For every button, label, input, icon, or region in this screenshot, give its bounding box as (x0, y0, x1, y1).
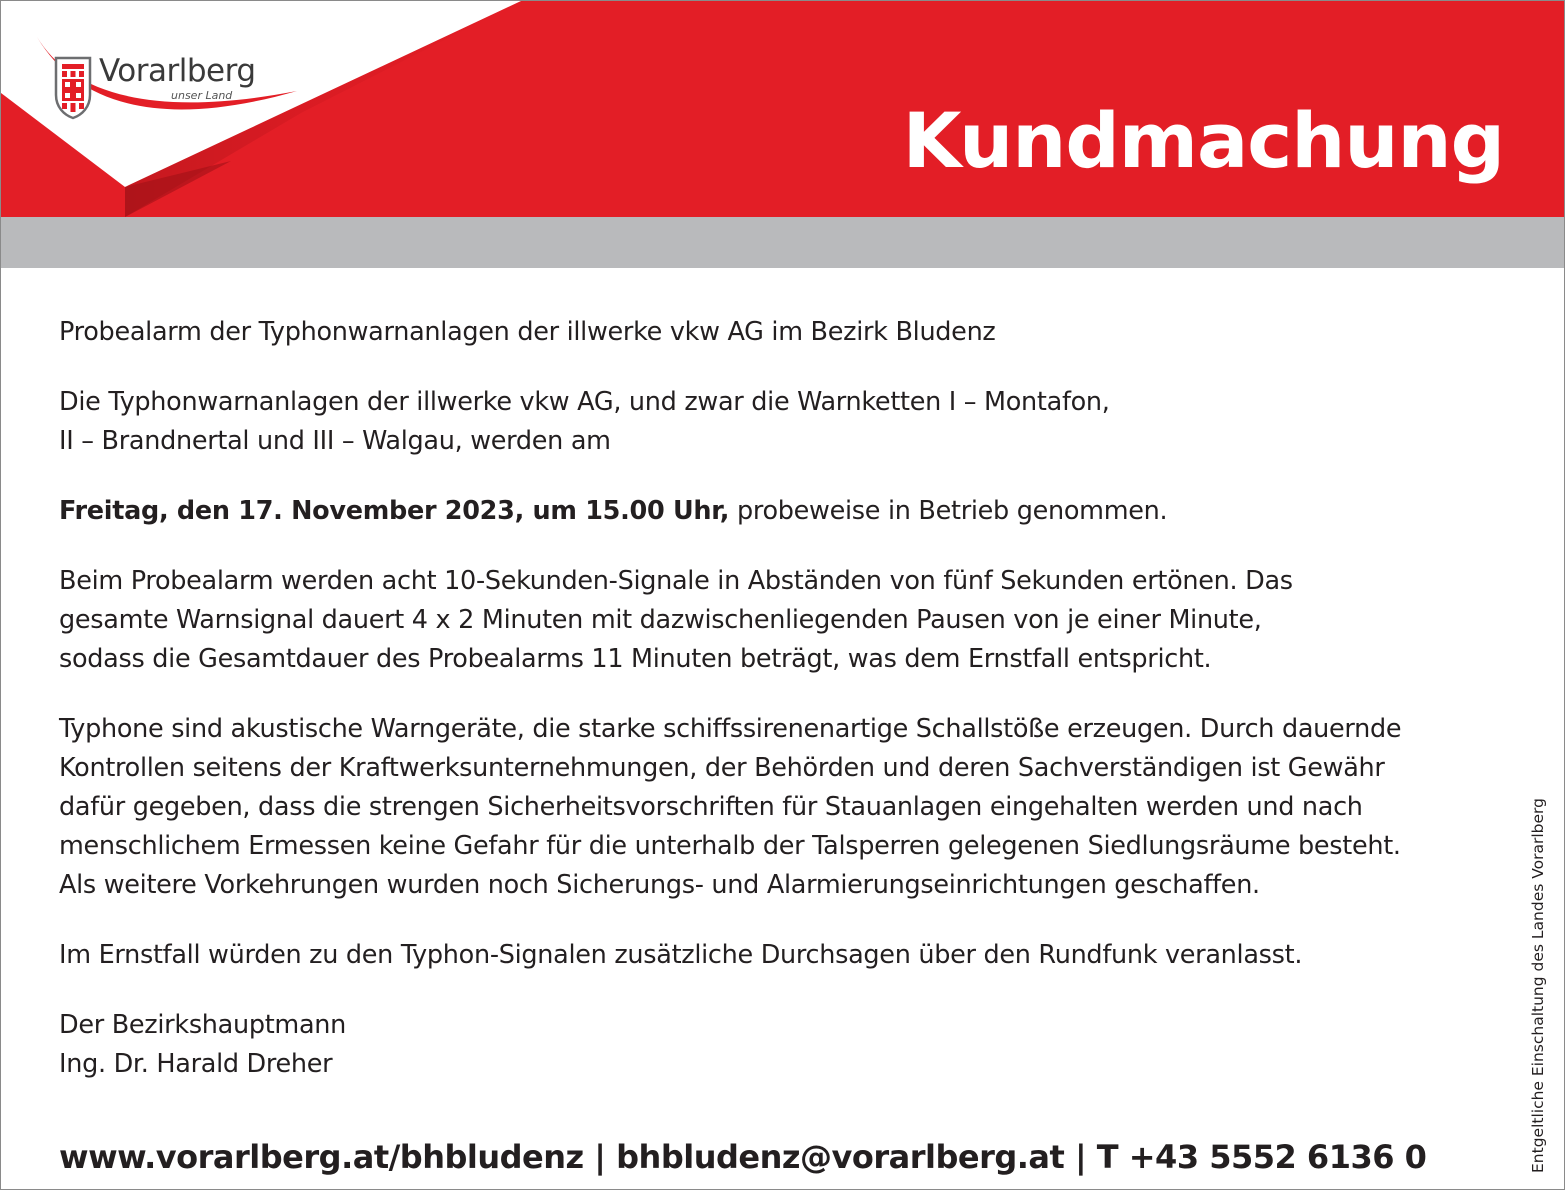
paragraph-intro (59, 383, 1509, 461)
text-line: Kontrollen seitens der Kraftwerksunternehmungen, der Behörden und deren Sachverständigen ist Gewähr (59, 753, 1385, 783)
vorarlberg-logo (53, 53, 313, 123)
subject-heading: Probealarm der Typhonwarnanlagen der illwerke vkw AG im Bezirk Bludenz (59, 317, 996, 347)
text-line: Die Typhonwarnanlagen der illwerke vkw AG, und zwar die Warnketten I – Montafon, (59, 387, 1110, 417)
contact-footer: www.vorarlberg.at/bhbludenz | bhbludenz@vorarlberg.at | T +43 5552 6136 0 (59, 1138, 1427, 1176)
text-line: II – Brandnertal und III – Walgau, werden am (59, 426, 611, 456)
paragraph-procedure (59, 562, 1509, 679)
paragraph-safety (59, 710, 1509, 905)
text-line: dafür gegeben, dass die strengen Sicherheitsvorschriften für Stauanlagen eingehalten werden und nach (59, 792, 1363, 822)
logo-wordmark: Vorarlberg (99, 53, 256, 89)
announcement-body (59, 313, 1509, 1115)
signature-name: Ing. Dr. Harald Dreher (59, 1049, 333, 1079)
text-line: Beim Probealarm werden acht 10-Sekunden-Signale in Abständen von fünf Sekunden ertönen. Das (59, 566, 1293, 596)
page-title: Kundmachung (902, 96, 1504, 185)
text-line: Typhone sind akustische Warngeräte, die starke schiffssirenenartige Schallstöße erzeugen. Durch dauernde (59, 714, 1402, 744)
text-line: gesamte Warnsignal dauert 4 x 2 Minuten mit dazwischenliegenden Pausen von je einer Minute, (59, 605, 1262, 635)
paid-insertion-note: Entgeltliche Einschaltung des Landes Vorarlberg (1529, 798, 1547, 1173)
text-line: Als weitere Vorkehrungen wurden noch Sicherungs- und Alarmierungseinrichtungen geschaffen. (59, 870, 1260, 900)
text-line: sodass die Gesamtdauer des Probealarms 11 Minuten beträgt, was dem Ernstfall entspricht. (59, 644, 1212, 674)
text-line: menschlichem Ermessen keine Gefahr für die unterhalb der Talsperren gelegenen Siedlungsräume besteht. (59, 831, 1401, 861)
date-continuation: probeweise in Betrieb genommen. (729, 496, 1168, 526)
coat-of-arms-icon (53, 55, 93, 121)
paragraph-date (59, 492, 1509, 531)
logo-tagline: unser Land (171, 89, 233, 102)
grey-band (1, 217, 1565, 268)
signature-role: Der Bezirkshauptmann (59, 1010, 347, 1040)
paragraph-emergency: Im Ernstfall würden zu den Typhon-Signalen zusätzliche Durchsagen über den Rundfunk veranlasst. (59, 940, 1303, 970)
signature (59, 1006, 1509, 1084)
date-emphasis: Freitag, den 17. November 2023, um 15.00 Uhr, (59, 496, 730, 526)
